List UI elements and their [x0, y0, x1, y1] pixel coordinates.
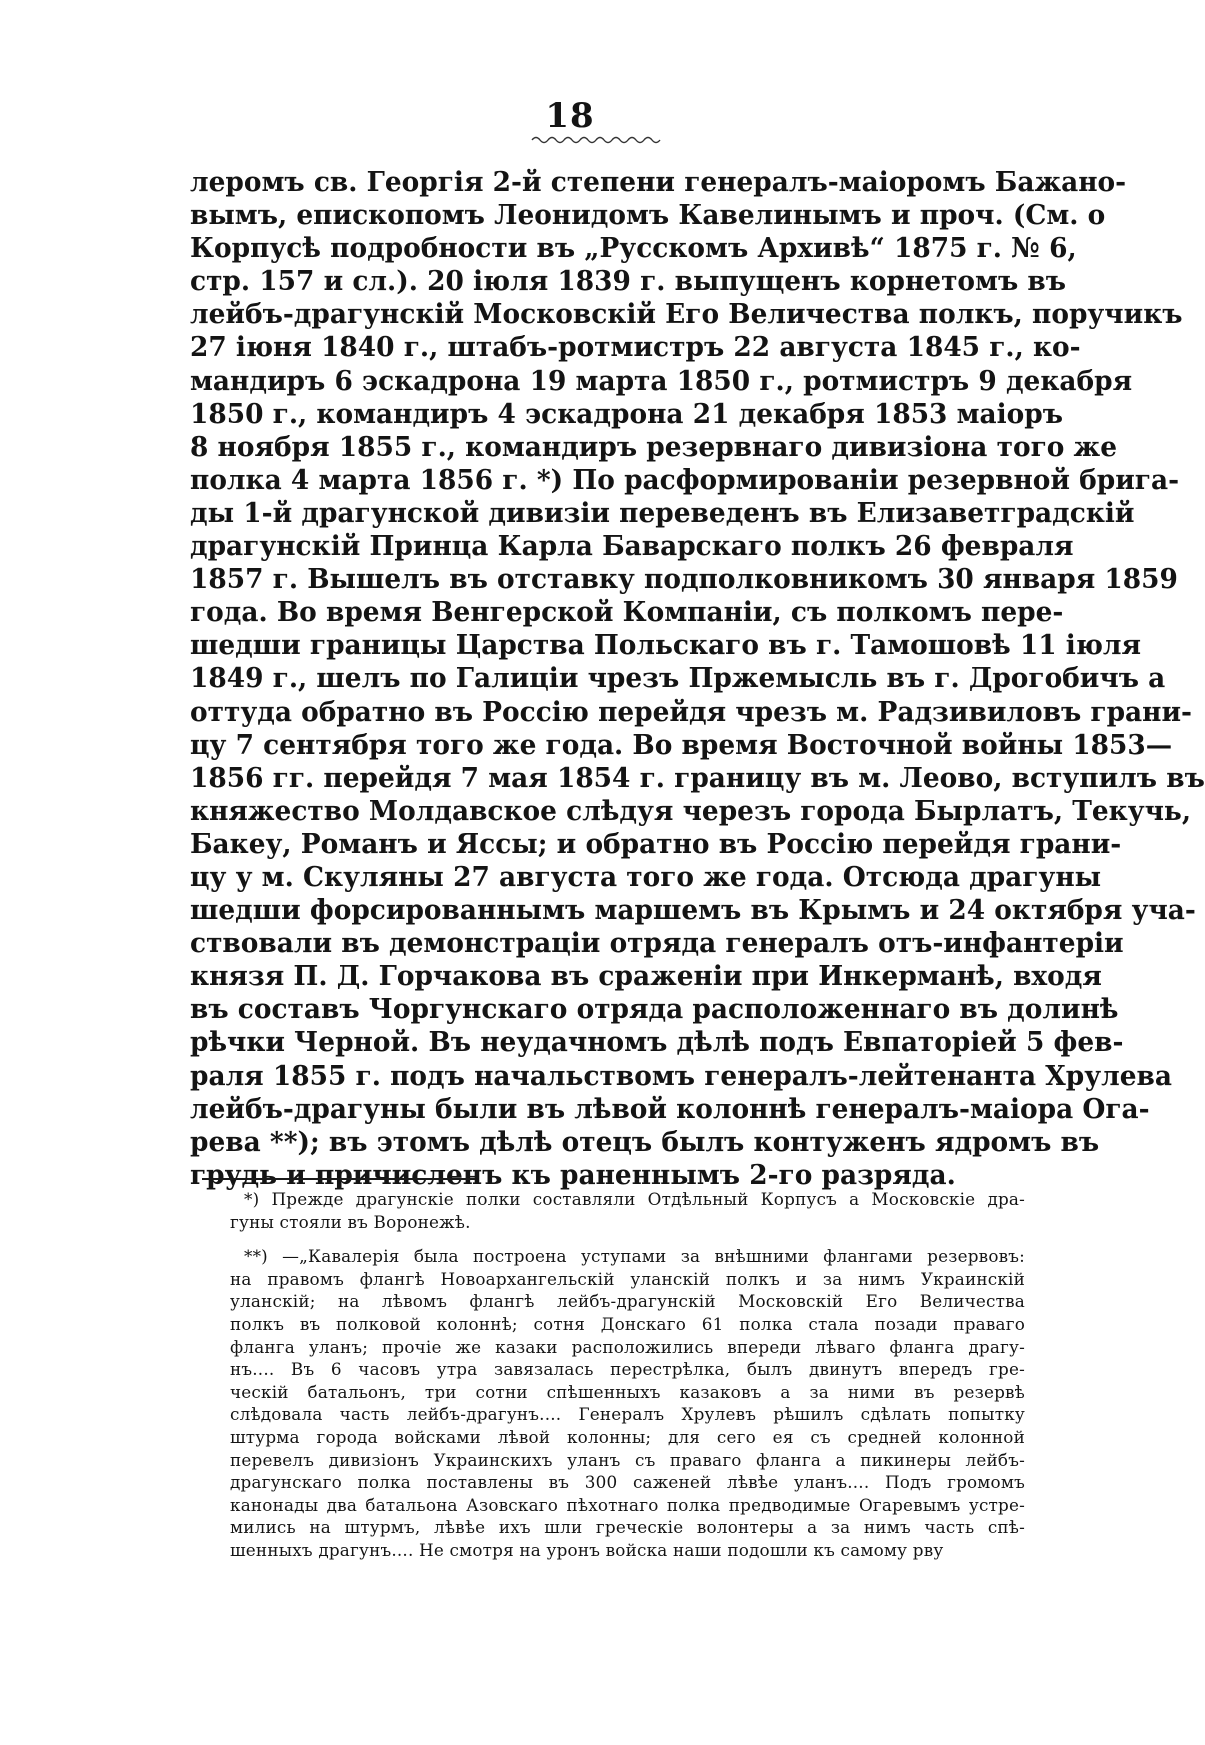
- footnote-line: ческій батальонъ, три сотни спѣшенныхъ казаковъ а за ними въ резервѣ: [230, 1381, 1025, 1402]
- text-line: лейбъ-драгунскій Московскій Его Величества полкъ, поручикъ: [190, 298, 1183, 331]
- decorative-ornament: [530, 134, 665, 146]
- page-number: 18: [545, 96, 595, 136]
- footnote-line: штурма города войсками лѣвой колонны; для сего ея съ средней колонной: [230, 1426, 1025, 1447]
- text-line: князя П. Д. Горчакова въ сраженіи при Инкерманѣ, входя: [190, 960, 1102, 993]
- footnote-line: нъ.... Въ 6 часовъ утра завязалась перестрѣлка, былъ двинутъ впередъ гре-: [230, 1359, 1025, 1380]
- footnote-line: фланга уланъ; прочіе же казаки расположились впереди лѣваго фланга драгу-: [230, 1336, 1025, 1357]
- text-line: стр. 157 и сл.). 20 іюля 1839 г. выпущенъ корнетомъ въ: [190, 265, 1067, 298]
- text-line: драгунскій Принца Карла Баварскаго полкъ 26 февраля: [190, 530, 1074, 563]
- footnote-line: драгунскаго полка поставлены въ 300 саженей лѣвѣе уланъ.... Подъ громомъ: [230, 1472, 1025, 1493]
- text-line: цу у м. Скуляны 27 августа того же года. Отсюда драгуны: [190, 860, 1102, 893]
- footnote-line: **) —„Кавалерія была построена уступами за внѣшними флангами резервовъ:: [244, 1246, 1025, 1267]
- text-line: 1856 гг. перейдя 7 мая 1854 г. границу въ м. Леово, вступилъ въ: [190, 761, 1205, 794]
- footnote-1: [230, 1188, 1025, 1233]
- footnote-line: перевелъ дивизіонъ Украинскихъ уланъ съ праваго фланга а пикинеры лейбъ-: [230, 1449, 1025, 1470]
- text-line: Бакеу, Романъ и Яссы; и обратно въ Россію перейдя грани-: [190, 827, 1122, 860]
- text-line: раля 1855 г. подъ начальствомъ генералъ-лейтенанта Хрулева: [190, 1059, 1172, 1092]
- footnote-divider: [202, 1178, 475, 1180]
- text-line: въ составъ Чоргунскаго отряда расположеннаго въ долинѣ: [190, 993, 1119, 1026]
- footnote-line: уланскій; на лѣвомъ флангѣ лейбъ-драгунскій Московскій Его Величества: [230, 1291, 1025, 1312]
- text-line: 27 іюня 1840 г., штабъ-ротмистръ 22 августа 1845 г., ко-: [190, 331, 1081, 364]
- footnote-line: шенныхъ драгунъ.... Не смотря на уронъ войска наши подошли къ самому рву: [230, 1539, 944, 1560]
- text-line: рѣчки Черной. Въ неудачномъ дѣлѣ подъ Евпаторіей 5 фев-: [190, 1026, 1124, 1059]
- text-line: мандиръ 6 эскадрона 19 марта 1850 г., ротмистръ 9 декабря: [190, 364, 1133, 397]
- footnote-line: полкъ въ полковой колоннѣ; сотня Донскаго 61 полка стала позади праваго: [230, 1313, 1025, 1334]
- text-line: 1849 г., шелъ по Галиціи чрезъ Пржемысль въ г. Дрогобичъ а: [190, 662, 1166, 695]
- footnotes: [230, 1188, 1025, 1574]
- text-line: 8 ноября 1855 г., командиръ резервнаго дивизіона того же: [190, 430, 1118, 463]
- text-line: года. Во время Венгерской Компаніи, съ полкомъ пере-: [190, 596, 1064, 629]
- footnote-2: [230, 1245, 1025, 1561]
- text-line: 1857 г. Вышелъ въ отставку подполковникомъ 30 января 1859: [190, 563, 1178, 596]
- text-line: княжество Молдавское слѣдуя черезъ города Бырлатъ, Текучь,: [190, 794, 1192, 827]
- text-line: рева **); въ этомъ дѣлѣ отецъ былъ контуженъ ядромъ въ: [190, 1125, 1100, 1158]
- footnote-line: на правомъ флангѣ Новоархангельскій уланскій полкъ и за нимъ Украинскій: [230, 1268, 1025, 1289]
- text-line: Корпусѣ подробности въ „Русскомъ Архивѣ“ 1875 г. № 6,: [190, 232, 1077, 265]
- text-line: ствовали въ демонстраціи отряда генералъ отъ-инфантеріи: [190, 927, 1124, 960]
- footnote-line: гуны стояли въ Воронежѣ.: [230, 1211, 471, 1232]
- text-line: шедши границы Царства Польскаго въ г. Тамошовѣ 11 іюля: [190, 629, 1142, 662]
- text-line: цу 7 сентября того же года. Во время Восточной войны 1853—: [190, 728, 1173, 761]
- text-line: оттуда обратно въ Россію перейдя чрезъ м. Радзивиловъ грани-: [190, 695, 1193, 728]
- text-line: шедши форсированнымъ маршемъ въ Крымъ и 24 октября уча-: [190, 894, 1196, 927]
- text-line: полка 4 марта 1856 г. *) По расформированіи резервной брига-: [190, 463, 1180, 496]
- text-line: вымъ, епископомъ Леонидомъ Кавелинымъ и проч. (См. о: [190, 199, 1106, 232]
- footnote-line: мились на штурмъ, лѣвѣе ихъ шли греческіе волонтеры а за нимъ часть спѣ-: [230, 1517, 1025, 1538]
- footnote-line: *) Прежде драгунскіе полки составляли Отдѣльный Корпусъ а Московскіе дра-: [244, 1189, 1025, 1209]
- text-line: ды 1-й драгунской дивизіи переведенъ въ Елизаветградскій: [190, 496, 1135, 529]
- footnote-line: канонады два батальона Азовскаго пѣхотнаго полка предводимые Огаревымъ устре-: [230, 1494, 1025, 1515]
- main-text: [190, 166, 1205, 1192]
- footnote-line: слѣдовала часть лейбъ-драгунъ.... Генералъ Хрулевъ рѣшилъ сдѣлать попытку: [230, 1404, 1025, 1425]
- text-line: 1850 г., командиръ 4 эскадрона 21 декабря 1853 маіоръ: [190, 397, 1064, 430]
- text-line: грудь и причисленъ къ раненнымъ 2-го разряда.: [190, 1158, 956, 1191]
- text-line: леромъ св. Георгія 2-й степени генералъ-маіоромъ Бажано-: [190, 166, 1127, 198]
- text-line: лейбъ-драгуны были въ лѣвой колоннѣ генералъ-маіора Ога-: [190, 1092, 1150, 1125]
